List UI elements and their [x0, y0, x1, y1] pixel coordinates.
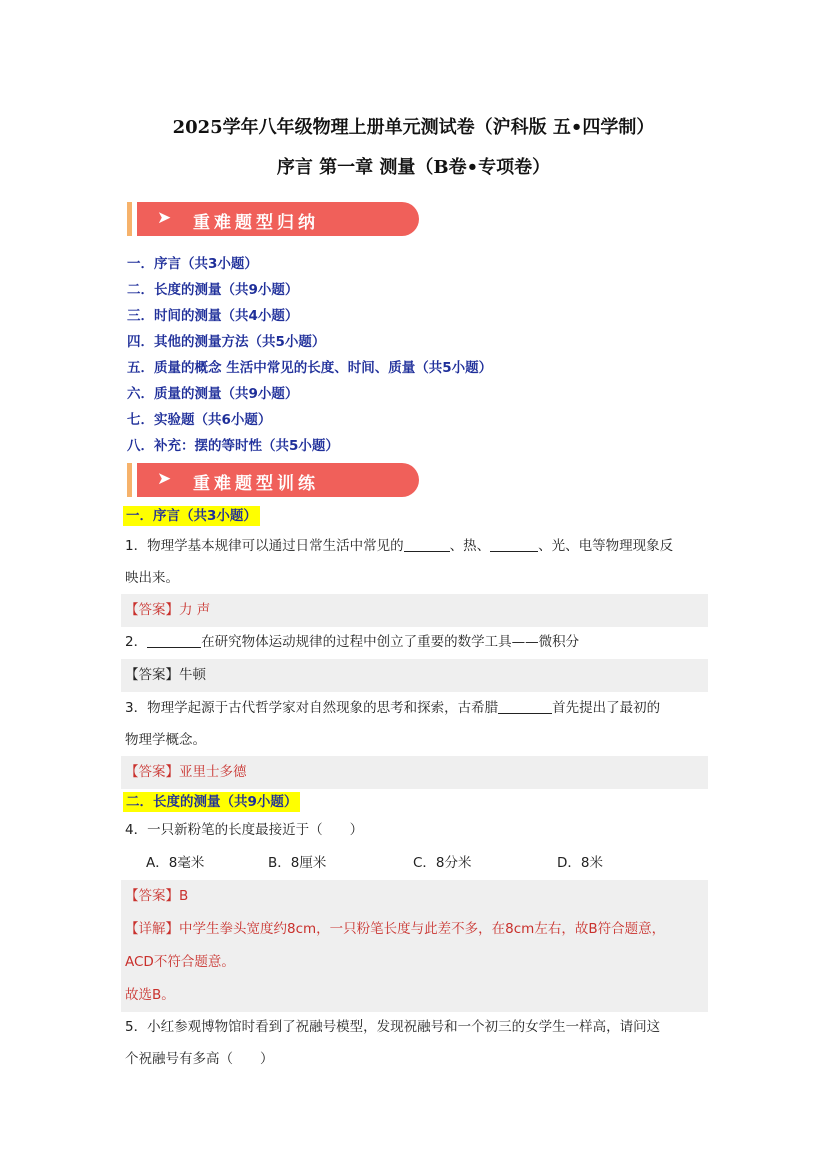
topic-item: 二．长度的测量（共9小题）	[127, 282, 299, 298]
answer-tag: 【答案】	[125, 667, 179, 683]
question-1	[125, 530, 710, 594]
detail-tag: 【详解】	[125, 921, 179, 937]
answer-text: 牛顿	[179, 667, 206, 683]
option-d: D．8米	[557, 855, 603, 871]
question-text: 在研究物体运动规律的过程中创立了重要的数学工具——微积分	[201, 634, 580, 650]
answer-box	[121, 659, 708, 692]
detail-text: 中学生拳头宽度约8cm，一只粉笔长度与此差不多，在8cm左右，故B符合题意，	[179, 921, 666, 937]
topic-item: 一．序言（共3小题）	[127, 256, 258, 272]
arrow-icon: ➤	[157, 469, 172, 489]
answer-blank	[498, 697, 552, 714]
answer-text: 力 声	[179, 602, 211, 618]
answer-box	[121, 880, 708, 1012]
banner-label: 重难题型训练	[193, 474, 319, 494]
question-2	[125, 626, 710, 658]
topic-item: 四．其他的测量方法（共5小题）	[127, 334, 326, 350]
topic-item: 七．实验题（共6小题）	[127, 412, 272, 428]
answer-tag: 【答案】	[125, 888, 179, 904]
banner-accent-bar	[127, 463, 132, 497]
question-text: 5．小红参观博物馆时看到了祝融号模型，发现祝融号和一个初三的女学生一样高，请问这	[125, 1019, 661, 1035]
question-text: 1．物理学基本规律可以通过日常生活中常见的	[125, 538, 404, 554]
arrow-icon: ➤	[157, 208, 172, 228]
option-c: C．8分米	[413, 855, 472, 871]
section-heading: 一．序言（共3小题）	[123, 506, 260, 526]
topic-item: 三．时间的测量（共4小题）	[127, 308, 299, 324]
question-text: 映出来。	[125, 570, 179, 586]
question-text: 4．一只新粉笔的长度最接近于（ ）	[125, 822, 364, 838]
question-text: 物理学概念。	[125, 732, 206, 748]
question-4	[125, 814, 710, 846]
answer-box	[121, 594, 708, 627]
question-5	[125, 1011, 710, 1075]
option-a: A．8毫米	[146, 855, 205, 871]
question-text: 、热、	[449, 538, 491, 554]
question-text: 2．	[125, 634, 148, 650]
option-b: B．8厘米	[268, 855, 327, 871]
banner-pill	[137, 202, 419, 236]
page-subtitle: 序言 第一章 测量（B卷•专项卷）	[276, 157, 551, 178]
question-3	[125, 692, 710, 756]
topic-list	[127, 254, 492, 462]
answer-box	[121, 756, 708, 789]
topic-item: 六．质量的测量（共9小题）	[127, 386, 299, 402]
banner-label: 重难题型归纳	[193, 213, 319, 233]
answer-text: B	[179, 888, 189, 904]
question-text: 个祝融号有多高（ ）	[125, 1051, 274, 1067]
conclusion-text: 故选B。	[125, 987, 175, 1003]
answer-tag: 【答案】	[125, 602, 179, 618]
topic-item: 八．补充：摆的等时性（共5小题）	[127, 438, 339, 454]
section-heading: 二．长度的测量（共9小题）	[123, 792, 300, 812]
page-title: 2025学年八年级物理上册单元测试卷（沪科版 五•四学制）	[172, 117, 655, 138]
answer-tag: 【答案】	[125, 764, 179, 780]
answer-blank	[404, 535, 450, 552]
topic-item: 五．质量的概念 生活中常见的长度、时间、质量（共5小题）	[127, 360, 493, 376]
question-text: 3．物理学起源于古代哲学家对自然现象的思考和探索，古希腊	[125, 700, 499, 716]
question-text: 首先提出了最初的	[552, 700, 661, 716]
answer-blank	[490, 535, 538, 552]
detail-text: ACD不符合题意。	[125, 954, 235, 970]
banner-accent-bar	[127, 202, 132, 236]
banner-pill	[137, 463, 419, 497]
question-text: 、光、电等物理现象反	[538, 538, 674, 554]
answer-text: 亚里士多德	[179, 764, 247, 780]
answer-blank	[147, 631, 201, 648]
